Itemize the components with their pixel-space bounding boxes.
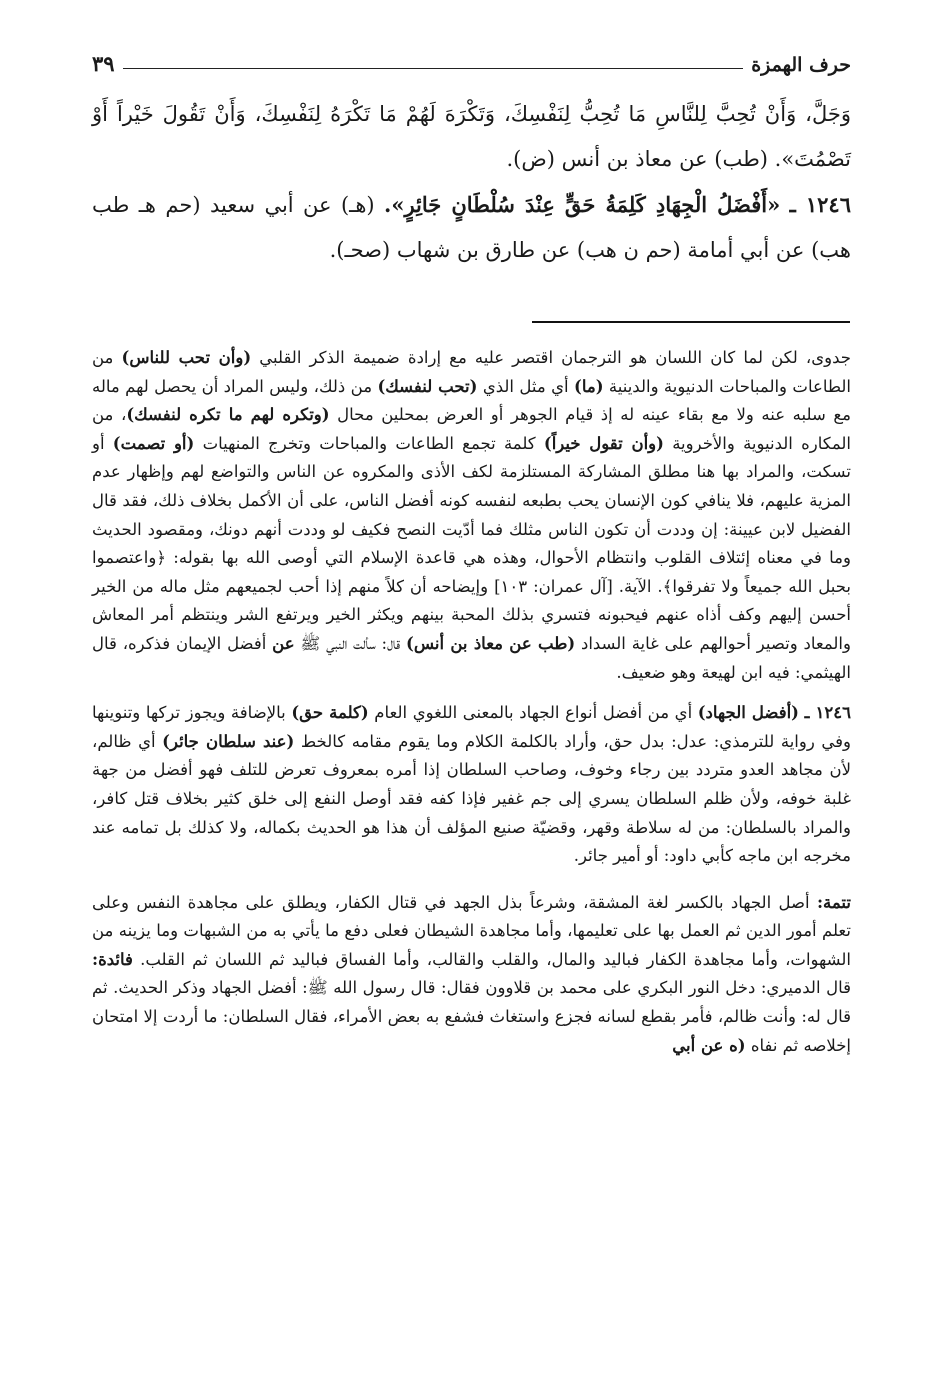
commentary-quote: (وأن تقول خيراً) [543, 433, 664, 453]
benefit-label: فائدة: [92, 949, 133, 969]
commentary-quote: عن [272, 633, 295, 653]
commentary-appendix [92, 889, 851, 1061]
header-rule [123, 68, 744, 69]
commentary-quote: (تحب لنفسك) [377, 376, 478, 396]
hadith-1245-ending: وَجَلَّ، وَأَنْ تُحِبَّ لِلنَّاسِ مَا تُحِبُّ لِنَفْسِكَ، وَتَكْرَهَ لَهُمْ مَا تَكْرَهُ لِنَفْسِكَ، وَأَنْ تَقُولَ خَيْراً أَوْ تَصْمُتَ». (طب) عن معاذ بن أنس (ض). [92, 102, 851, 171]
commentary-hadith-1246 [92, 699, 851, 871]
commentary-text: من ذلك، وليس المراد أن يحصل لهم ماله مع سلبه عنه ولا مع بقاء عينه له إذ قيام الجوهر أو العرض بمحلين محال [92, 376, 851, 425]
commentary-text: جدوى، لكن لما كان اللسان هو الترجمان اقتصر عليه مع إرادة ضميمة الذكر القلبي [259, 348, 851, 367]
commentary-quote: (ما) [574, 376, 604, 396]
hadith-1246 [92, 182, 851, 273]
commentary-text: أي مثل الذي [482, 376, 569, 396]
page-number: ٣٩ [92, 51, 115, 76]
commentary-quote: (أو تصمت) [112, 433, 195, 453]
commentary-quote: (وأن تحب للناس) [121, 348, 252, 367]
commentary-text: من الطاعات والمباحات الدنيوية والدينية [92, 348, 851, 396]
commentary-text: أو تسكت، والمراد بها هنا مطلق المشاركة المستلزمة لكف الأذى والمكروه عن الناس والتواضع لهم وإظهار عدم المزية عليهم، فلا ينافي كون الإنسان يحب بطبعه لنفسه كونه أفضل الناس، على أن الأكمل بخلاف ذلك، فقد قال الفضيل لابن عيينة: إن وددت أن تكون الناس مثلك فما أدّيت النصح فكيف لو وددت أنهم دونك، ومقصود الحديث وما في معناه إئتلاف القلوب وانتظام الأحوال، وهذه هي قاعدة الإسلام التي أوصى الله بها بقوله: ﴿واعتصموا بحبل الله جميعاً ولا تفرقوا﴾. الآية. [آل عمران: ١٠٣] وإيضاحه أن كلاً منهم إذا أحب لجميعهم مثل ماله من الخير أحسن إليهم وكف أذاه عنهم فيحبونه فتسري بذلك المحبة بينهم ويكثر الخير ويرتفع الشر وينتظم أمر المعاش والمعاد وتصير أحوالهم على غاية السداد [92, 433, 851, 653]
commentary-text: قال الدميري: دخل النور البكري على محمد بن قلاوون فقال: قال رسول الله ﷺ: أفضل الجهاد وذكر الحديث. ثم قال له: وأنت ظالم، فأمر بقطع لسانه فجزع واستغاث فشفع به بعض الأمراء، فقال السلطان: ما أردت إلا امتحان إخلاصه ثم نفاه [92, 978, 851, 1055]
commentary-text: قال: سألت النبي ﷺ [300, 633, 401, 653]
hadith-section [92, 92, 851, 273]
hadith-sources: (هـ) عن أبي سعيد (حم هـ طب هب) عن أبي أمامة (حم ن هب) عن طارق بن شهاب (صحـ). [92, 193, 851, 262]
footnote-separator [532, 321, 850, 323]
commentary-quote: (عند سلطان جائر) [162, 731, 295, 751]
chapter-title: حرف الهمزة [751, 54, 851, 76]
commentary-quote: (أفضل الجهاد) [697, 703, 799, 723]
commentary-section [92, 344, 851, 1060]
running-header [92, 42, 851, 76]
commentary-text: ، من المكاره الدنيوية والأخروية [92, 405, 852, 453]
hadith-matn: «أَفْضَلُ الْجِهَادِ كَلِمَةُ حَقٍّ عِنْدَ سُلْطَانٍ جَائِرٍ». [384, 192, 781, 217]
commentary-number: ١٢٤٦ ـ [804, 703, 851, 723]
commentary-text: أفضل الإيمان فذكره، قال الهيثمي: فيه ابن لهيعة وهو ضعيف. [92, 633, 851, 682]
commentary-quote: (كلمة حق) [291, 703, 369, 723]
commentary-quote: (طب عن معاذ بن أنس) [406, 633, 576, 653]
commentary-text: أصل الجهاد بالكسر لغة المشقة، وشرعاً بذل الجهد في قتال الكفار، ويطلق على مجاهدة النفس وعلى تعلم أمور الدين ثم العمل بها على تعليمها، وأما مجاهدة الشيطان فعلى دفع ما يأتي به من الشبهات وما يزينه من الشهوات، وأما مجاهدة الكفار فباليد والمال، والقلب والقالب، وأما الفساق فباليد ثم اللسان ثم القلب. [92, 892, 851, 969]
commentary-quote: (ه عن أبي [672, 1035, 746, 1055]
commentary-text: أي ظالم، لأن مجاهد العدو متردد بين رجاء وخوف، وصاحب السلطان إذا أمره بمعروف تعرض للتلف فهو أفضل من جهة غلبة خوفه، ولأن ظلم السلطان يسري إلى جم غفير فإذا كفه فقد أوصل النفع إلى خلق كثير بخلاف قتل كافر، والمراد بالسلطان: من له سلاطة وقهر، وقضيّة صنيع المؤلف أن هذا هو الحديث بكماله، ولا كذلك بل تمامه عند مخرجه ابن ماجه كأبي داود: أو أمير جائر. [92, 731, 851, 866]
hadith-number: ١٢٤٦ ـ [789, 192, 851, 217]
commentary-quote: (وتكره لهم ما تكره لنفسك) [126, 405, 330, 425]
commentary-text: بالإضافة ويجوز تركها وتنوينها وفي رواية للترمذي: عدل: بدل حق، وأراد بالكلمة الكلام وما يقوم مقامه كالخط [92, 703, 851, 751]
commentary-hadith-1245 [92, 344, 851, 687]
commentary-text: أي من أفضل أنواع الجهاد بالمعنى اللغوي العام [374, 703, 693, 723]
commentary-text: كلمة تجمع الطاعات والمباحات وتخرج المنهيات [202, 433, 536, 453]
appendix-label: تتمة: [816, 892, 851, 912]
